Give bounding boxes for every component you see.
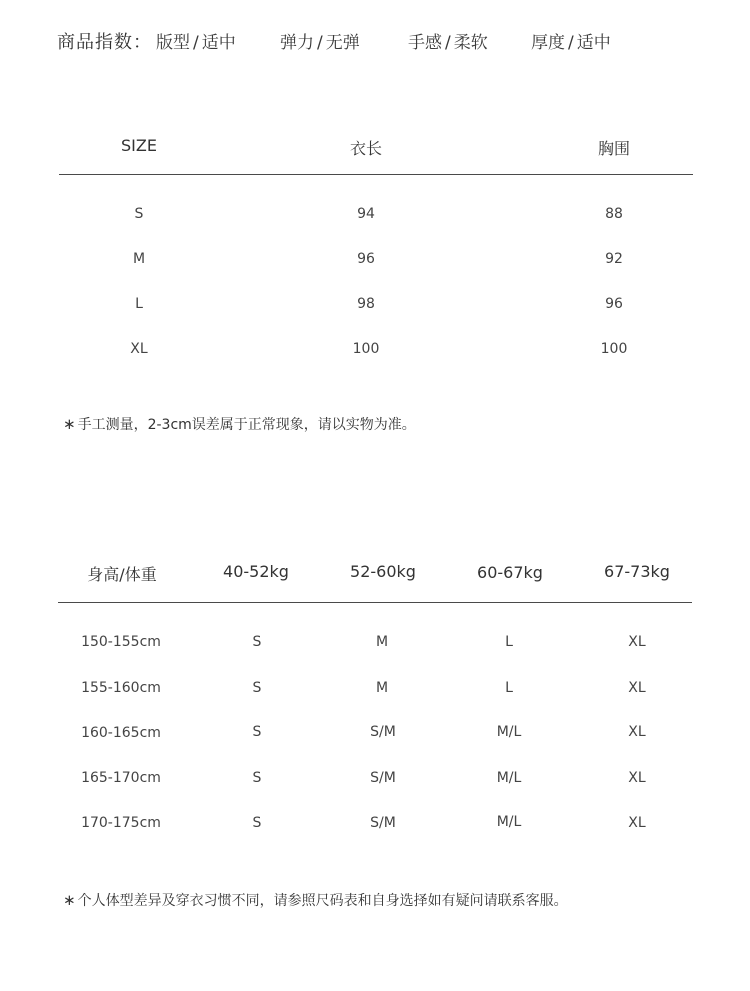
table-cell: XL bbox=[628, 680, 646, 696]
table-cell: XL bbox=[628, 724, 646, 740]
table-cell: 170-175cm bbox=[81, 815, 161, 831]
table-cell: 96 bbox=[605, 296, 623, 312]
table-cell: L bbox=[505, 680, 513, 696]
table-cell: S bbox=[134, 206, 144, 222]
size-header-chest: 胸围 bbox=[597, 139, 631, 158]
table-cell: 155-160cm bbox=[81, 680, 161, 696]
table-cell: S bbox=[252, 680, 262, 696]
asterisk-icon: ∗ bbox=[63, 415, 76, 433]
index-fit bbox=[156, 28, 236, 53]
fit-header-height-weight: 身高/体重 bbox=[87, 565, 157, 584]
asterisk-icon: ∗ bbox=[63, 891, 76, 909]
table-cell: 96 bbox=[357, 251, 375, 267]
size-note-text: 手工测量，2-3cm误差属于正常现象，请以实物为准。 bbox=[77, 417, 416, 433]
indices-label: 商品指数： bbox=[57, 32, 152, 53]
fit-header-weight-range: 40-52kg bbox=[223, 562, 289, 581]
index-feel bbox=[408, 28, 488, 53]
index-thickness bbox=[531, 28, 611, 53]
index-separator: / bbox=[317, 33, 323, 53]
index-elasticity-value: 无弹 bbox=[325, 33, 360, 53]
table-cell: 92 bbox=[605, 251, 623, 267]
index-separator: / bbox=[193, 33, 199, 53]
table-cell: XL bbox=[628, 770, 646, 786]
table-cell: S bbox=[252, 634, 262, 650]
index-thickness-value: 适中 bbox=[576, 33, 611, 53]
table-cell: M/L bbox=[496, 724, 522, 740]
table-cell: M bbox=[132, 251, 146, 267]
size-header-size: SIZE bbox=[121, 136, 157, 155]
table-cell: S bbox=[252, 815, 262, 831]
fit-header-weight-range: 52-60kg bbox=[350, 562, 416, 581]
index-thickness-name: 厚度 bbox=[531, 33, 565, 53]
table-cell: S/M bbox=[370, 770, 396, 786]
fit-header-weight-range: 60-67kg bbox=[477, 563, 543, 582]
table-cell: 94 bbox=[357, 206, 375, 222]
table-cell: M/L bbox=[496, 814, 522, 830]
table-cell: M/L bbox=[496, 770, 522, 786]
size-header-length: 衣长 bbox=[349, 139, 383, 158]
fit-note bbox=[63, 890, 568, 910]
table-cell: 100 bbox=[600, 341, 628, 357]
table-cell: S/M bbox=[370, 724, 396, 740]
table-cell: M bbox=[375, 680, 389, 696]
table-cell: 88 bbox=[605, 206, 623, 222]
index-elasticity bbox=[280, 28, 360, 53]
size-note bbox=[63, 414, 416, 434]
table-cell: M bbox=[375, 634, 389, 650]
index-separator: / bbox=[568, 33, 574, 53]
table-cell: 165-170cm bbox=[81, 770, 161, 786]
table-cell: 100 bbox=[352, 341, 380, 357]
fit-note-text: 个人体型差异及穿衣习惯不同，请参照尺码表和自身选择如有疑问请联系客服。 bbox=[77, 893, 568, 909]
table-cell: XL bbox=[628, 634, 646, 650]
table-cell: 160-165cm bbox=[81, 725, 161, 741]
table-cell: S bbox=[252, 770, 262, 786]
table-cell: 150-155cm bbox=[81, 634, 161, 650]
fit-table-divider bbox=[58, 602, 692, 603]
table-cell: L bbox=[505, 634, 513, 650]
index-fit-value: 适中 bbox=[201, 33, 236, 53]
table-cell: XL bbox=[628, 815, 646, 831]
index-separator: / bbox=[445, 33, 451, 53]
table-cell: XL bbox=[130, 341, 148, 357]
index-fit-name: 版型 bbox=[156, 33, 190, 53]
size-table-divider bbox=[59, 174, 693, 175]
table-cell: S/M bbox=[370, 815, 396, 831]
table-cell: L bbox=[135, 296, 143, 312]
table-cell: 98 bbox=[357, 296, 375, 312]
index-feel-value: 柔软 bbox=[453, 33, 488, 53]
fit-header-weight-range: 67-73kg bbox=[604, 562, 670, 581]
index-elasticity-name: 弹力 bbox=[280, 33, 314, 53]
table-cell: S bbox=[252, 724, 262, 740]
index-feel-name: 手感 bbox=[408, 33, 442, 53]
